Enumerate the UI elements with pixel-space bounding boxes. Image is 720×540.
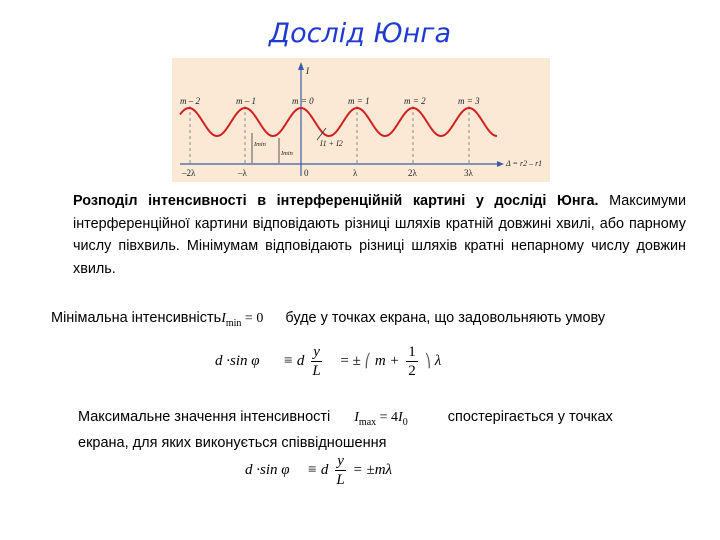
f1-rhs-eq: = ± (340, 352, 361, 369)
figure-panel (172, 58, 550, 182)
max-formula-eq: = 4 (376, 410, 399, 425)
x-tick: –2λ (182, 168, 196, 178)
slide-title: Дослід Юнга (269, 18, 451, 49)
f1-half-num: 1 (408, 344, 416, 360)
order-label: m – 2 (180, 96, 200, 106)
min-formula-I: I (221, 311, 226, 326)
max-text1: Максимальне значення інтенсивності (78, 409, 331, 425)
f1-m: m + (374, 352, 400, 369)
x-tick: 2λ (408, 168, 417, 178)
max-intensity-block (78, 407, 688, 454)
imin-label: Imin (254, 141, 266, 148)
max-formula-sub0: 0 (402, 416, 408, 428)
order-label: m = 0 (292, 96, 314, 106)
max-formula-I0: I (398, 410, 403, 425)
x-tick: –λ (238, 168, 247, 178)
x-tick: λ (353, 168, 358, 178)
interference-figure (172, 58, 550, 182)
min-formula-sub: min (225, 317, 242, 329)
f1-half (406, 343, 418, 380)
x-tick: 3λ (464, 168, 473, 178)
description-paragraph (73, 190, 686, 280)
f1-num: y (313, 344, 320, 360)
sum-label: I1 + I2 (320, 139, 343, 148)
formula-minimum (215, 343, 441, 380)
x-axis-label: Δ = r2 – r1 (506, 159, 543, 168)
i-label: Imin (281, 150, 293, 157)
y-axis-label: I (306, 66, 309, 76)
f1-lhs: d ·sin φ (215, 352, 260, 369)
x-tick: 0 (304, 168, 309, 178)
order-label: m = 3 (458, 96, 480, 106)
min-prefix: Мінімальна інтенсивність (51, 310, 222, 326)
min-intensity-line (51, 310, 605, 329)
f2-num: y (337, 453, 344, 469)
order-label: m – 1 (236, 96, 256, 106)
max-formula-sub: max (358, 416, 377, 428)
f1-lambda: λ (434, 352, 442, 369)
f2-rhs: = ±mλ (352, 461, 393, 478)
max-line-2: екрана, для яких виконується співвідношення (78, 434, 387, 451)
max-formula-I: I (354, 410, 359, 425)
paragraph-text: Максимуми інтерференційної картини відповідають різниці шляхів кратній довжині хвилі, або парному числу півхвиль. Мінімумам відповідають різниці шляхів кратні непарному числу довжин хвиль. (73, 193, 686, 277)
order-label: m = 1 (348, 96, 370, 106)
f1-fraction (311, 343, 322, 380)
max-text2: спостерігається у точках (447, 409, 613, 425)
paragraph-bold: Розподіл інтенсивності в інтерференційній картині у досліді Юнга. (73, 193, 599, 209)
min-formula-rest: = 0 (241, 311, 264, 326)
f2-fraction (335, 452, 346, 489)
max-line-1 (78, 407, 688, 433)
f2-eq: ≡ d (307, 461, 329, 478)
f1-half-den: 2 (408, 363, 416, 379)
f1-den: L (312, 363, 321, 379)
f1-eq: ≡ d (283, 352, 305, 369)
f2-lhs: d ·sin φ (245, 461, 290, 478)
min-suffix: буде у точках екрана, що задовольняють умову (285, 310, 606, 326)
formula-maximum (245, 452, 392, 489)
f1-open-paren: ⎛ (364, 352, 372, 368)
f1-close-paren: ⎞ (424, 352, 432, 368)
f2-den: L (336, 472, 345, 488)
order-label: m = 2 (404, 96, 426, 106)
